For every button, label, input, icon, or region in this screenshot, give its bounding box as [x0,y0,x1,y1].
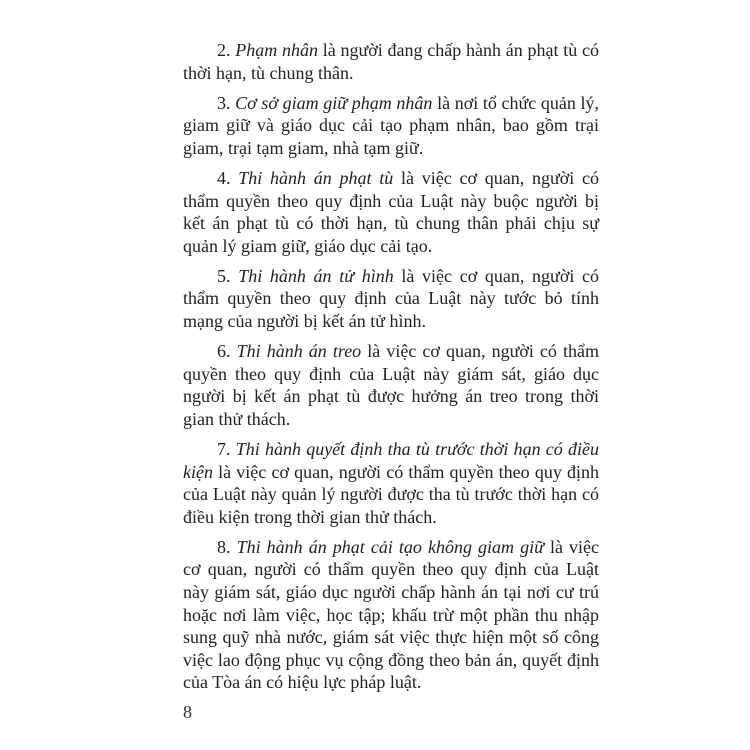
definition-paragraph-5 [183,265,599,333]
item-number: 8. [217,536,231,557]
item-number: 7. [217,439,231,459]
definition-text: là việc cơ quan, người có thẩm quyền theo quy định của Luật này giám sát, giáo dục người bị kết án phạt tù được hưởng án treo trong thời gian thử thách. [183,341,599,429]
item-number: 3. [217,92,231,113]
item-number: 2. [217,40,231,60]
defined-term: Thi hành án phạt tù [238,167,394,188]
definition-paragraph-2 [183,39,599,84]
defined-term: Phạm nhân [235,40,319,60]
definition-text: là việc cơ quan, người có thẩm quyền theo quy định của Luật này giám sát, giáo dục người chấp hành án tại nơi cư trú hoặc nơi làm việc, học tập; khấu trừ một phần thu nhập sung quỹ nhà nước, giám sát việc thực hiện một số công việc lao động phục vụ cộng đồng theo bản án, quyết định của Tòa án có hiệu lực pháp luật. [183,536,600,693]
definition-text: là nơi tổ chức quản lý, giam giữ và giáo dục cải tạo phạm nhân, bao gồm trại giam, trại tạm giam, nhà tạm giữ. [183,92,600,158]
definition-paragraph-7 [183,438,599,528]
item-number: 4. [217,167,231,188]
page-body [183,39,599,702]
definition-text: là việc cơ quan, người có thẩm quyền theo quy định của Luật này tước bỏ tính mạng của người bị kết án tử hình. [183,265,599,332]
defined-term: Thi hành án phạt cải tạo không giam giữ [236,536,544,557]
definition-paragraph-3 [183,92,599,160]
definition-text: là người đang chấp hành án phạt tù có thời hạn, tù chung thân. [183,40,599,83]
defined-term: Cơ sở giam giữ phạm nhân [235,92,433,113]
item-number: 6. [217,341,231,362]
defined-term: Thi hành quyết định tha tù trước thời hạn có điều kiện [183,439,599,482]
definition-paragraph-8 [183,536,599,694]
item-number: 5. [217,265,231,286]
definition-text: là việc cơ quan, người có thẩm quyền theo quy định của Luật này buộc người bị kết án phạt tù có thời hạn, tù chung thân phải chịu sự quản lý giam giữ, giáo dục cải tạo. [183,167,599,256]
defined-term: Thi hành án treo [236,341,362,362]
page-number: 8 [183,702,192,722]
definition-paragraph-6 [183,340,599,430]
defined-term: Thi hành án tử hình [238,265,394,286]
definition-text: là việc cơ quan, người có thẩm quyền theo quy định của Luật này quản lý người được tha tù trước thời hạn có điều kiện trong thời gian thử thách. [183,461,599,527]
definition-paragraph-4 [183,167,599,257]
